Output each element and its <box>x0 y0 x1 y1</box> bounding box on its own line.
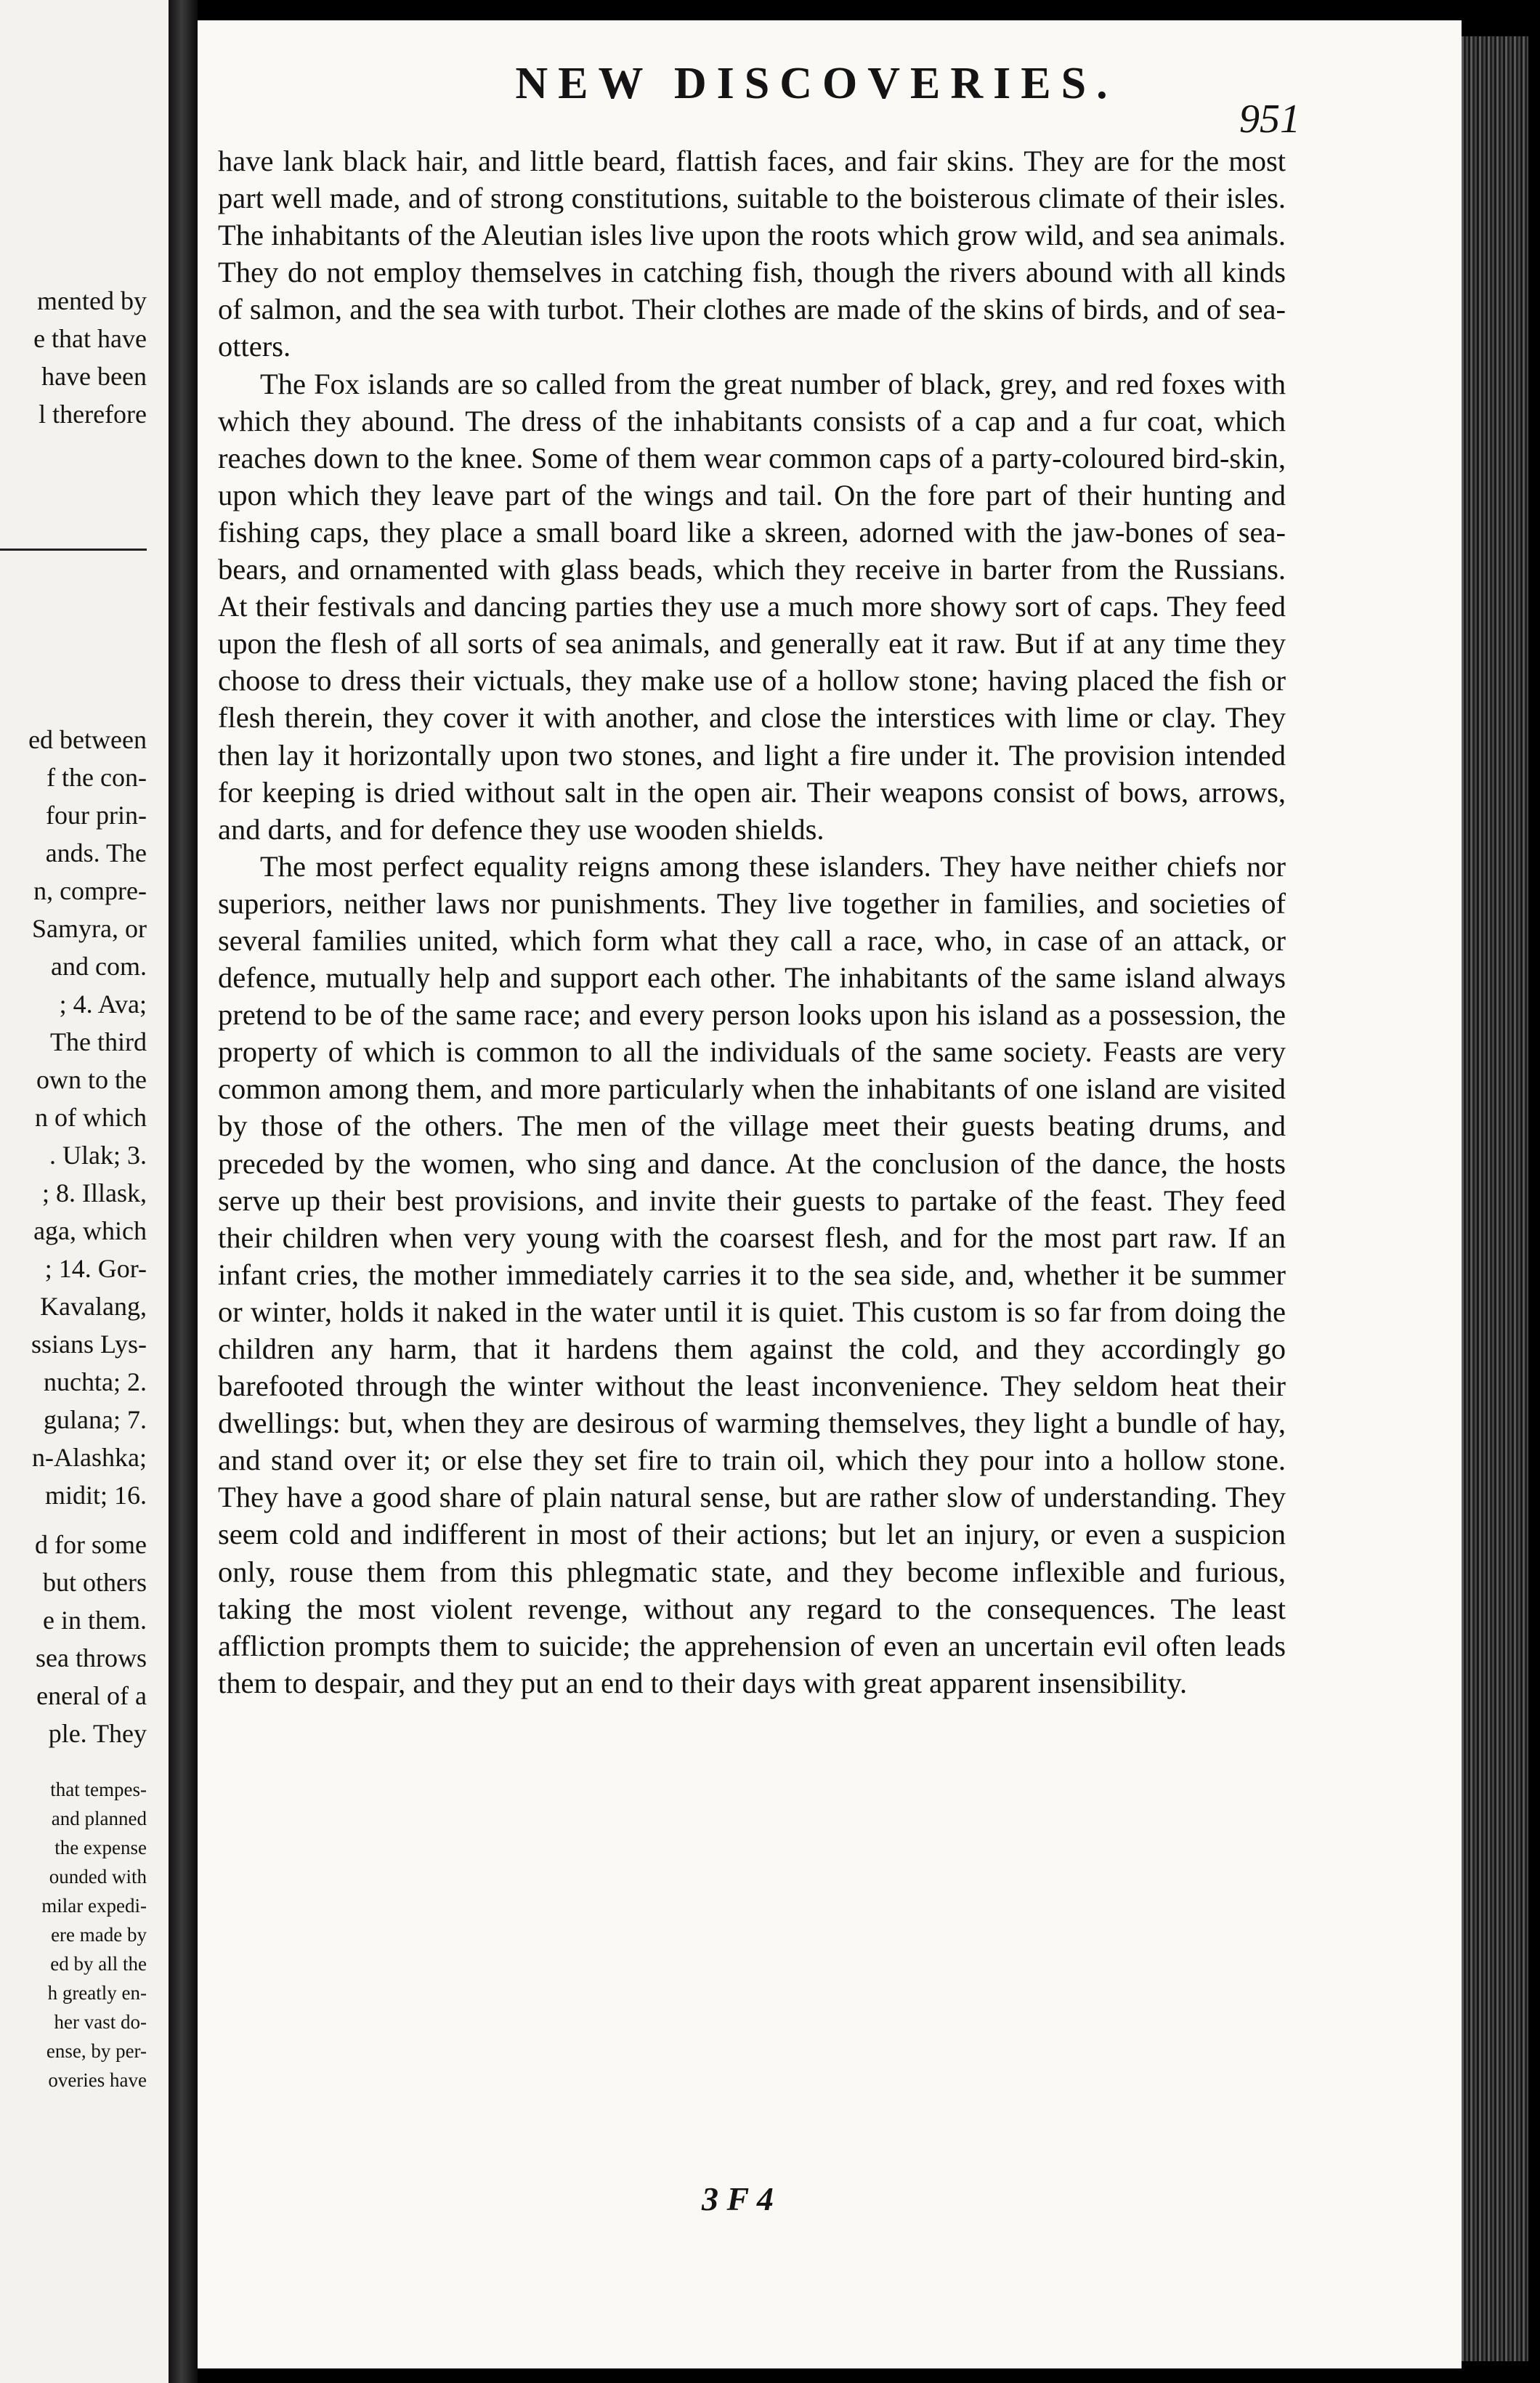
left-page-line: eneral of a <box>36 1681 147 1710</box>
left-page-footnote-line: overies have <box>48 2069 147 2091</box>
left-page-line: four prin- <box>46 801 147 830</box>
page-edges <box>1462 36 1528 2361</box>
paragraph: The most perfect equality reigns among these islanders. They have neither chiefs nor superiors, neither laws nor punishments. They live together in families, and societies of several families united, which form what they call a race, who, in case of an attack, or defence, mutually help and support each other. The inhabitants of the same island always pretend to be of the same race; and every person looks upon his island as a possession, the property of which is common to all the individuals of the same society. Feasts are very common among them, and more particularly when the inhabitants of one island are visited by those of the others. The men of the village meet their guests beating drums, and preceded by the women, who sing and dance. At the conclusion of the dance, the hosts serve up their best provisions, and invite their guests to partake of the feast. They feed their children when very young with the coarsest flesh, and for the most part raw. If an infant cries, the mother immediately carries it to the sea side, and, whether it be summer or winter, holds it naked in the water until it is quiet. This custom is so far from doing the children any harm, that it hardens them against the cold, and they accordingly go barefooted through the winter without the least inconvenience. They seldom heat their dwellings: but, when they are desirous of warming themselves, they light a bundle of hay, and stand over it; or else they set fire to train oil, which they pour into a hollow stone. They have a good share of plain natural sense, but are rather slow of understanding. They seem cold and indifferent in most of their actions; but let an injury, or even a suspicion only, rouse them from this phlegmatic state, and they become inflexible and furious, taking the most violent revenge, without any regard to the consequences. The least affliction prompts them to suicide; the apprehension of even an uncertain evil often leads them to despair, and they put an end to their days with great apparent insensibility. <box>218 849 1286 1699</box>
left-page-footnote-line: her vast do- <box>54 2011 147 2033</box>
left-page-footnote-line: ere made by <box>51 1924 147 1946</box>
left-page-line: l therefore <box>38 400 147 429</box>
section-rule <box>0 549 147 551</box>
left-page-line: mented by <box>37 286 147 315</box>
left-page-line: f the con- <box>46 763 147 792</box>
left-page-line: ; 14. Gor- <box>44 1254 147 1283</box>
left-page-footnote-line: and planned <box>51 1808 147 1829</box>
left-page-footnote-line: ed by all the <box>50 1953 147 1975</box>
left-page-line: ands. The <box>45 838 147 867</box>
left-page-line: n, compre- <box>33 876 147 905</box>
left-page-line: have been <box>41 362 147 391</box>
left-page-footnote-line: milar expedi- <box>41 1895 147 1917</box>
left-page-fragment <box>0 0 169 2383</box>
left-page-line: e in them. <box>43 1606 147 1635</box>
left-page-line: sea throws <box>36 1643 147 1672</box>
left-page-line: nuchta; 2. <box>44 1367 147 1396</box>
running-head: NEW DISCOVERIES. <box>515 59 1118 108</box>
left-page-line: and com. <box>51 952 147 981</box>
left-page-footnote-line: h greatly en- <box>47 1982 147 2004</box>
paragraph: The Fox islands are so called from the great number of black, grey, and red foxes with which they abound. The dress of the inhabitants consists of a cap and a fur coat, which reaches down to the knee. Some of them wear common caps of a party-coloured bird-skin, upon which they leave part of the wings and tail. On the fore part of their hunting and fishing caps, they place a small board like a skreen, adorned with the jaw-bones of sea-bears, and ornamented with glass beads, which they receive in barter from the Russians. At their festivals and dancing parties they use a much more showy sort of caps. They feed upon the flesh of all sorts of sea animals, and generally eat it raw. But if at any time they choose to dress their victuals, they make use of a hollow stone; having placed the fish or flesh therein, they cover it with another, and close the interstices with lime or clay. They then lay it horizontally upon two stones, and light a fire under it. The provision intended for keeping is dried without salt in the open air. Their weapons consist of bows, arrows, and darts, and for defence they use wooden shields. <box>218 367 1286 846</box>
left-page-line: n-Alashka; <box>32 1443 147 1472</box>
left-page-line: but others <box>43 1568 147 1597</box>
left-page-line: midit; 16. <box>44 1481 147 1510</box>
left-page-line: ; 4. Ava; <box>59 990 147 1019</box>
left-page-line: Kavalang, <box>40 1292 147 1321</box>
left-page-line: n of which <box>35 1103 147 1132</box>
left-page-line: gulana; 7. <box>44 1405 147 1434</box>
signature-mark: 3 F 4 <box>702 2180 774 2217</box>
left-page-footnote-line: ense, by per- <box>46 2040 147 2062</box>
left-page-line: The third <box>50 1027 147 1056</box>
left-page-footnote-line: ounded with <box>49 1866 147 1888</box>
left-page-line: d for some <box>35 1530 147 1559</box>
left-page-line: aga, which <box>33 1216 147 1245</box>
left-page-footnote-line: that tempes- <box>50 1779 147 1800</box>
left-page-line: ple. They <box>48 1719 147 1748</box>
left-page-line: . Ulak; 3. <box>49 1141 147 1170</box>
left-page-line: own to the <box>36 1065 147 1094</box>
book-gutter <box>169 0 198 2383</box>
left-page-line: ed between <box>28 725 147 754</box>
paragraph: have lank black hair, and little beard, flattish faces, and fair skins. They are for the most part well made, and of strong constitutions, suitable to the boisterous climate of their isles. The inhabitants of the Aleutian isles live upon the roots which grow wild, and sea animals. They do not employ themselves in catching fish, though the rivers abound with all kinds of salmon, and the sea with turbot. Their clothes are made of the skins of birds, and of sea-otters. <box>218 145 1286 363</box>
body-text <box>218 142 1286 1702</box>
left-page-line: ssians Lys- <box>31 1330 147 1359</box>
left-page-line: e that have <box>33 324 147 353</box>
page-number: 951 <box>1239 97 1300 142</box>
left-page-line: ; 8. Illask, <box>42 1178 147 1207</box>
left-page-footnote-line: the expense <box>54 1837 147 1858</box>
left-page-line: Samyra, or <box>32 914 147 943</box>
